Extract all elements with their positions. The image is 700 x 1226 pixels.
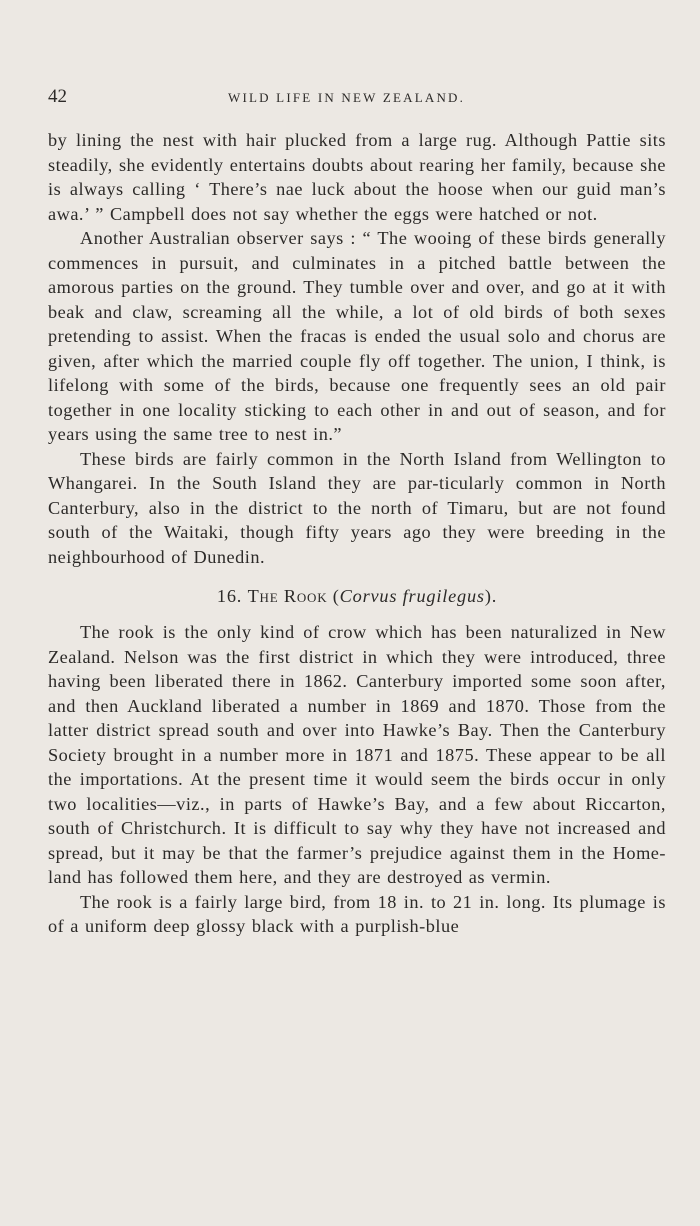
close-paren: ). bbox=[484, 586, 498, 606]
paragraph-australian-observer: Another Australian observer says : “ The wooing of these birds generally commences in pursuit, and culminates in a pitched battle between the amorous parties on the ground. They tumble over and over, and go at it with beak and claw, screaming all the while, a lot of old birds of both sexes pretending to assist. When the fracas is ended the usual solo and chorus are given, after which the married couple fly off together. The union, I think, is lifelong with some of the birds, because one frequently sees an old pair together in one locality sticking to each other in and out of season, and for years using the same tree to nest in.” bbox=[48, 228, 666, 444]
running-head bbox=[48, 86, 666, 110]
paragraph-nest-continuation: by lining the nest with hair plucked from a large rug. Although Pattie sits steadily, she evidently entertains doubts about rearing her family, because she is always calling ‘ There’s nae luck about the hoose when our guid man’s awa.’ ” Campbell does not say whether the eggs were hatched or not. bbox=[48, 130, 666, 224]
running-title: WILD LIFE IN NEW ZEALAND. bbox=[228, 90, 466, 105]
open-paren: ( bbox=[332, 586, 340, 606]
section-number: 16. bbox=[216, 586, 243, 606]
section-heading bbox=[48, 583, 666, 609]
paragraph-distribution: These birds are fairly common in the North Island from Wellington to Whangarei. In the South Island they are par-ticularly common in North Canterbury, also in the district to the north of Timaru, but are not found south of the Waitaki, though fifty years ago they were breeding in the neighbourhood of Dunedin. bbox=[48, 448, 666, 567]
paragraph-rook-description: The rook is a fairly large bird, from 18 in. to 21 in. long. Its plumage is of a uniform deep glossy black with a purplish-blue bbox=[48, 891, 666, 936]
book-page bbox=[48, 86, 666, 939]
species-name: Corvus frugilegus bbox=[339, 586, 485, 606]
section-article: The bbox=[247, 586, 279, 606]
body-text bbox=[48, 128, 666, 569]
section-body-text bbox=[48, 620, 666, 939]
page-number: 42 bbox=[48, 86, 67, 107]
section-bird-name: Rook bbox=[283, 586, 328, 606]
paragraph-rook-introduction: The rook is the only kind of crow which has been naturalized in New Zealand. Nelson was the first district in which they were introduced, three having been liberated there in 1862. Canterbury imported some soon after, and then Auckland liberated a number in 1869 and 1870. Those from the latter district spread south and over into Hawke’s Bay. Then the Canterbury Society brought in a number more in 1871 and 1875. These appear to be all the importations. At the present time it would seem the birds occur in only two localities—viz., in parts of Hawke’s Bay, and a few about Riccarton, south of Christchurch. It is difficult to say why they have not increased and spread, but it may be that the farmer’s prejudice against them in the Home-land has followed them here, and they are destroyed as vermin. bbox=[48, 622, 666, 887]
